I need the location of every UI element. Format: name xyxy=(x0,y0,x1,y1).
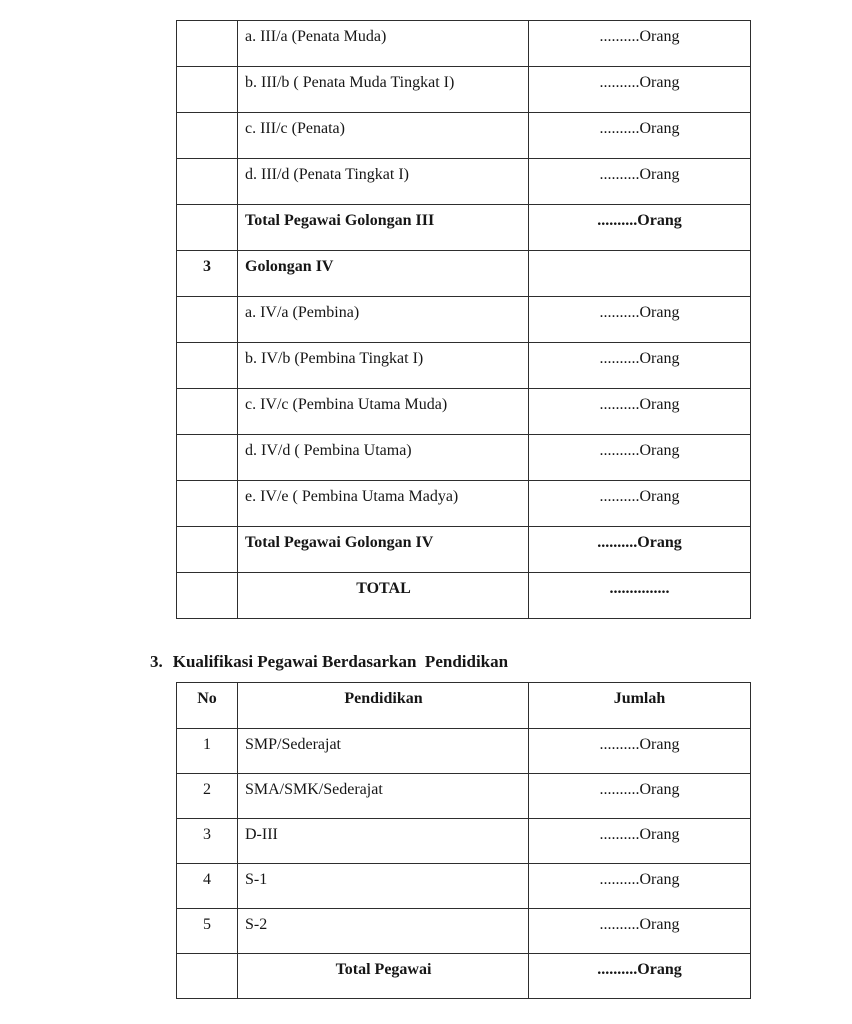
header-no: No xyxy=(177,683,238,729)
row-no: 4 xyxy=(177,864,238,909)
row-value: ..........Orang xyxy=(529,819,751,864)
row-value: ..........Orang xyxy=(529,297,751,343)
row-no xyxy=(177,481,238,527)
row-no xyxy=(177,954,238,999)
row-no: 2 xyxy=(177,774,238,819)
row-label: SMA/SMK/Sederajat xyxy=(238,774,529,819)
row-value: ..........Orang xyxy=(529,205,751,251)
row-no xyxy=(177,205,238,251)
total-row-golongan-iii xyxy=(177,205,751,251)
row-value: ..........Orang xyxy=(529,481,751,527)
row-no xyxy=(177,159,238,205)
table-row xyxy=(177,113,751,159)
pendidikan-table xyxy=(176,682,751,999)
row-value: ..........Orang xyxy=(529,389,751,435)
table-row xyxy=(177,909,751,954)
golongan-table xyxy=(176,20,751,619)
table-row xyxy=(177,67,751,113)
row-value xyxy=(529,251,751,297)
table-row xyxy=(177,343,751,389)
row-label: a. III/a (Penata Muda) xyxy=(238,21,529,67)
row-label: d. III/d (Penata Tingkat I) xyxy=(238,159,529,205)
row-label: b. IV/b (Pembina Tingkat I) xyxy=(238,343,529,389)
row-label: b. III/b ( Penata Muda Tingkat I) xyxy=(238,67,529,113)
row-no xyxy=(177,573,238,619)
row-value: ..........Orang xyxy=(529,909,751,954)
total-row-golongan-iv xyxy=(177,527,751,573)
header-pendidikan: Pendidikan xyxy=(238,683,529,729)
row-label: D-III xyxy=(238,819,529,864)
row-value: ..........Orang xyxy=(529,21,751,67)
row-value: ..........Orang xyxy=(529,113,751,159)
table-row xyxy=(177,159,751,205)
row-no xyxy=(177,527,238,573)
row-label: Total Pegawai xyxy=(238,954,529,999)
row-label: S-1 xyxy=(238,864,529,909)
row-value: ..........Orang xyxy=(529,729,751,774)
section-heading xyxy=(150,652,508,672)
table-row xyxy=(177,864,751,909)
row-label: SMP/Sederajat xyxy=(238,729,529,774)
row-value: ............... xyxy=(529,573,751,619)
row-label: c. IV/c (Pembina Utama Muda) xyxy=(238,389,529,435)
row-no xyxy=(177,297,238,343)
row-value: ..........Orang xyxy=(529,864,751,909)
row-label: c. III/c (Penata) xyxy=(238,113,529,159)
grand-total-row xyxy=(177,573,751,619)
table-row xyxy=(177,481,751,527)
row-value: ..........Orang xyxy=(529,343,751,389)
row-no: 5 xyxy=(177,909,238,954)
row-no: 3 xyxy=(177,251,238,297)
row-label: d. IV/d ( Pembina Utama) xyxy=(238,435,529,481)
row-value: ..........Orang xyxy=(529,435,751,481)
table-row xyxy=(177,389,751,435)
table-row xyxy=(177,729,751,774)
row-value: ..........Orang xyxy=(529,159,751,205)
table-row xyxy=(177,435,751,481)
row-value: ..........Orang xyxy=(529,774,751,819)
row-label: Total Pegawai Golongan III xyxy=(238,205,529,251)
row-label: a. IV/a (Pembina) xyxy=(238,297,529,343)
total-pegawai-row xyxy=(177,954,751,999)
table-row xyxy=(177,297,751,343)
header-row xyxy=(177,683,751,729)
row-no: 3 xyxy=(177,819,238,864)
section-title: Kualifikasi Pegawai Berdasarkan Pendidikan xyxy=(172,652,509,671)
row-no xyxy=(177,113,238,159)
table-row xyxy=(177,21,751,67)
row-label: S-2 xyxy=(238,909,529,954)
row-value: ..........Orang xyxy=(529,954,751,999)
table-row xyxy=(177,774,751,819)
golongan-iv-header-row xyxy=(177,251,751,297)
row-label: TOTAL xyxy=(238,573,529,619)
row-no xyxy=(177,389,238,435)
table-row xyxy=(177,819,751,864)
row-no xyxy=(177,21,238,67)
row-no xyxy=(177,343,238,389)
row-label: Golongan IV xyxy=(238,251,529,297)
row-value: ..........Orang xyxy=(529,67,751,113)
row-label: e. IV/e ( Pembina Utama Madya) xyxy=(238,481,529,527)
row-label: Total Pegawai Golongan IV xyxy=(238,527,529,573)
row-no xyxy=(177,435,238,481)
row-value: ..........Orang xyxy=(529,527,751,573)
header-jumlah: Jumlah xyxy=(529,683,751,729)
row-no xyxy=(177,67,238,113)
section-number: 3. xyxy=(150,652,163,671)
row-no: 1 xyxy=(177,729,238,774)
